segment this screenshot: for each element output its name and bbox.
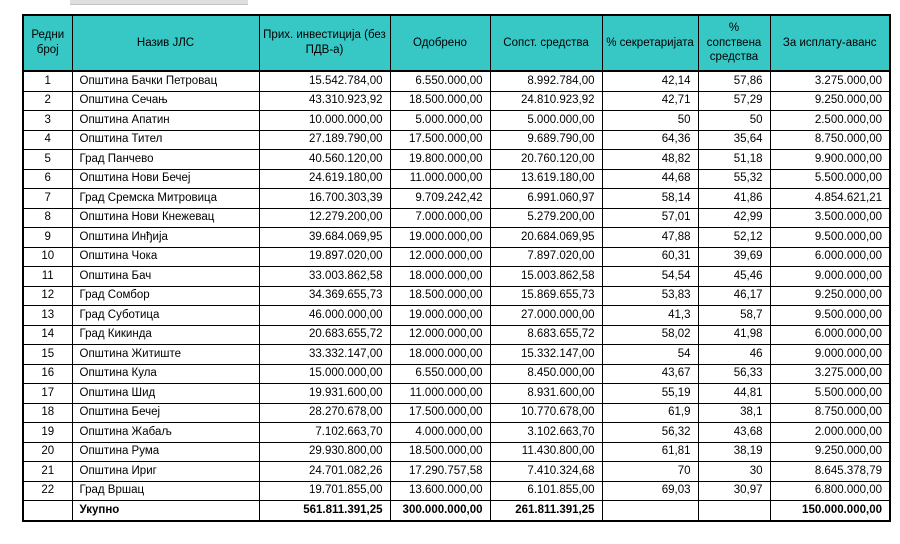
cell-jls-name: Град Кикинда bbox=[72, 325, 259, 345]
cell-jls-name: Град Сомбор bbox=[72, 286, 259, 306]
table-header-row bbox=[23, 15, 890, 71]
cell-approved: 19.000.000,00 bbox=[390, 228, 490, 248]
cell-own-funds: 8.992.784,00 bbox=[490, 71, 602, 91]
cell-pct-own bbox=[698, 501, 770, 521]
cell-rank: 6 bbox=[23, 169, 72, 189]
cell-rank: 18 bbox=[23, 403, 72, 423]
cell-investment: 20.683.655,72 bbox=[259, 325, 390, 345]
table-row bbox=[23, 384, 890, 404]
cell-pct-secretariat: 42,14 bbox=[602, 71, 698, 91]
cell-approved: 11.000.000,00 bbox=[390, 384, 490, 404]
column-header-advance: За исплату-аванс bbox=[770, 15, 890, 71]
table-row bbox=[23, 91, 890, 111]
cell-investment: 10.000.000,00 bbox=[259, 111, 390, 131]
cell-pct-own: 30 bbox=[698, 462, 770, 482]
cell-investment: 27.189.790,00 bbox=[259, 130, 390, 150]
table-row bbox=[23, 481, 890, 501]
cell-advance: 9.000.000,00 bbox=[770, 345, 890, 365]
cell-approved: 4.000.000,00 bbox=[390, 423, 490, 443]
cell-pct-secretariat: 42,71 bbox=[602, 91, 698, 111]
cell-pct-secretariat: 58,14 bbox=[602, 189, 698, 209]
cell-approved: 19.000.000,00 bbox=[390, 306, 490, 326]
cell-advance: 2.000.000,00 bbox=[770, 423, 890, 443]
cell-rank: 11 bbox=[23, 267, 72, 287]
table-row bbox=[23, 228, 890, 248]
cell-pct-secretariat: 70 bbox=[602, 462, 698, 482]
cell-pct-secretariat: 56,32 bbox=[602, 423, 698, 443]
cell-advance: 9.000.000,00 bbox=[770, 267, 890, 287]
cell-investment: 33.003.862,58 bbox=[259, 267, 390, 287]
cell-investment: 561.811.391,25 bbox=[259, 501, 390, 521]
cell-pct-secretariat: 64,36 bbox=[602, 130, 698, 150]
cell-own-funds: 10.770.678,00 bbox=[490, 403, 602, 423]
cell-pct-secretariat: 57,01 bbox=[602, 208, 698, 228]
cell-jls-name: Град Сремска Митровица bbox=[72, 189, 259, 209]
cell-advance: 8.750.000,00 bbox=[770, 130, 890, 150]
table-row bbox=[23, 130, 890, 150]
cell-pct-own: 56,33 bbox=[698, 364, 770, 384]
cell-rank: 9 bbox=[23, 228, 72, 248]
cell-own-funds: 7.897.020,00 bbox=[490, 247, 602, 267]
cell-own-funds: 6.991.060,97 bbox=[490, 189, 602, 209]
cell-own-funds: 5.000.000,00 bbox=[490, 111, 602, 131]
cell-advance: 6.800.000,00 bbox=[770, 481, 890, 501]
cell-approved: 5.000.000,00 bbox=[390, 111, 490, 131]
cell-pct-own: 41,98 bbox=[698, 325, 770, 345]
cell-approved: 17.500.000,00 bbox=[390, 403, 490, 423]
cell-rank bbox=[23, 501, 72, 521]
cell-approved: 12.000.000,00 bbox=[390, 325, 490, 345]
table-row bbox=[23, 306, 890, 326]
table-row bbox=[23, 267, 890, 287]
cell-pct-own: 50 bbox=[698, 111, 770, 131]
cell-jls-name: Општина Апатин bbox=[72, 111, 259, 131]
cell-pct-secretariat: 60,31 bbox=[602, 247, 698, 267]
column-header-investment: Прих. инвестиција (без ПДВ-а) bbox=[259, 15, 390, 71]
cell-pct-own: 35,64 bbox=[698, 130, 770, 150]
grant-allocation-table bbox=[22, 14, 891, 522]
cell-own-funds: 27.000.000,00 bbox=[490, 306, 602, 326]
cell-advance: 6.000.000,00 bbox=[770, 325, 890, 345]
cell-pct-own: 44,81 bbox=[698, 384, 770, 404]
cell-rank: 19 bbox=[23, 423, 72, 443]
cell-pct-own: 38,1 bbox=[698, 403, 770, 423]
table-row bbox=[23, 462, 890, 482]
cell-own-funds: 3.102.663,70 bbox=[490, 423, 602, 443]
table-row bbox=[23, 111, 890, 131]
cell-rank: 1 bbox=[23, 71, 72, 91]
table-row bbox=[23, 423, 890, 443]
column-header-jls-name: Назив ЈЛС bbox=[72, 15, 259, 71]
cell-own-funds: 261.811.391,25 bbox=[490, 501, 602, 521]
table-row bbox=[23, 71, 890, 91]
column-header-rank: Редни број bbox=[23, 15, 72, 71]
cell-advance: 9.250.000,00 bbox=[770, 442, 890, 462]
table-row bbox=[23, 442, 890, 462]
cell-pct-secretariat: 44,68 bbox=[602, 169, 698, 189]
cell-investment: 19.701.855,00 bbox=[259, 481, 390, 501]
cell-approved: 19.800.000,00 bbox=[390, 150, 490, 170]
cell-approved: 17.290.757,58 bbox=[390, 462, 490, 482]
cell-pct-own: 30,97 bbox=[698, 481, 770, 501]
cell-rank: 15 bbox=[23, 345, 72, 365]
cell-jls-name: Општина Ириг bbox=[72, 462, 259, 482]
cell-investment: 24.619.180,00 bbox=[259, 169, 390, 189]
table-row bbox=[23, 189, 890, 209]
cell-rank: 10 bbox=[23, 247, 72, 267]
cell-pct-own: 52,12 bbox=[698, 228, 770, 248]
cell-jls-name: Општина Бечеј bbox=[72, 403, 259, 423]
cell-rank: 4 bbox=[23, 130, 72, 150]
cell-pct-secretariat: 54 bbox=[602, 345, 698, 365]
cell-pct-own: 55,32 bbox=[698, 169, 770, 189]
cell-investment: 29.930.800,00 bbox=[259, 442, 390, 462]
cell-approved: 17.500.000,00 bbox=[390, 130, 490, 150]
cell-rank: 5 bbox=[23, 150, 72, 170]
cell-advance: 8.750.000,00 bbox=[770, 403, 890, 423]
cell-advance: 9.250.000,00 bbox=[770, 91, 890, 111]
cell-advance: 3.500.000,00 bbox=[770, 208, 890, 228]
cell-advance: 9.500.000,00 bbox=[770, 306, 890, 326]
table-row bbox=[23, 325, 890, 345]
cell-approved: 18.500.000,00 bbox=[390, 91, 490, 111]
cropped-toolbar-fragment bbox=[70, 0, 248, 5]
cell-pct-secretariat: 69,03 bbox=[602, 481, 698, 501]
cell-approved: 18.000.000,00 bbox=[390, 267, 490, 287]
cell-investment: 39.684.069,95 bbox=[259, 228, 390, 248]
cell-pct-own: 51,18 bbox=[698, 150, 770, 170]
cell-jls-name: Општина Житиште bbox=[72, 345, 259, 365]
cell-jls-name: Град Суботица bbox=[72, 306, 259, 326]
cell-own-funds: 24.810.923,92 bbox=[490, 91, 602, 111]
cell-approved: 7.000.000,00 bbox=[390, 208, 490, 228]
cell-investment: 24.701.082,26 bbox=[259, 462, 390, 482]
cell-investment: 46.000.000,00 bbox=[259, 306, 390, 326]
cell-own-funds: 8.931.600,00 bbox=[490, 384, 602, 404]
cell-advance: 3.275.000,00 bbox=[770, 71, 890, 91]
column-header-own-funds: Сопст. средства bbox=[490, 15, 602, 71]
table-row bbox=[23, 150, 890, 170]
cell-advance: 9.500.000,00 bbox=[770, 228, 890, 248]
cell-jls-name: Општина Сечањ bbox=[72, 91, 259, 111]
cell-own-funds: 13.619.180,00 bbox=[490, 169, 602, 189]
cell-rank: 16 bbox=[23, 364, 72, 384]
table-row bbox=[23, 364, 890, 384]
cell-pct-own: 38,19 bbox=[698, 442, 770, 462]
cell-investment: 40.560.120,00 bbox=[259, 150, 390, 170]
cell-jls-name: Општина Жабаљ bbox=[72, 423, 259, 443]
table-row bbox=[23, 208, 890, 228]
cell-pct-secretariat: 48,82 bbox=[602, 150, 698, 170]
cell-pct-secretariat: 53,83 bbox=[602, 286, 698, 306]
cell-advance: 9.250.000,00 bbox=[770, 286, 890, 306]
cell-approved: 300.000.000,00 bbox=[390, 501, 490, 521]
cell-pct-secretariat: 58,02 bbox=[602, 325, 698, 345]
cell-pct-secretariat: 47,88 bbox=[602, 228, 698, 248]
cell-approved: 18.500.000,00 bbox=[390, 286, 490, 306]
cell-pct-own: 41,86 bbox=[698, 189, 770, 209]
cell-pct-own: 57,86 bbox=[698, 71, 770, 91]
cell-jls-name: Град Панчево bbox=[72, 150, 259, 170]
cell-own-funds: 6.101.855,00 bbox=[490, 481, 602, 501]
cell-investment: 28.270.678,00 bbox=[259, 403, 390, 423]
cell-approved: 18.500.000,00 bbox=[390, 442, 490, 462]
cell-pct-own: 42,99 bbox=[698, 208, 770, 228]
cell-advance: 3.275.000,00 bbox=[770, 364, 890, 384]
cell-advance: 150.000.000,00 bbox=[770, 501, 890, 521]
cell-investment: 33.332.147,00 bbox=[259, 345, 390, 365]
cell-rank: 20 bbox=[23, 442, 72, 462]
cell-approved: 6.550.000,00 bbox=[390, 71, 490, 91]
cell-rank: 2 bbox=[23, 91, 72, 111]
cell-jls-name: Општина Нови Кнежевац bbox=[72, 208, 259, 228]
cell-rank: 13 bbox=[23, 306, 72, 326]
cell-rank: 7 bbox=[23, 189, 72, 209]
cell-jls-name: Укупно bbox=[72, 501, 259, 521]
cell-jls-name: Општина Рума bbox=[72, 442, 259, 462]
cell-jls-name: Општина Бач bbox=[72, 267, 259, 287]
cell-pct-secretariat: 61,9 bbox=[602, 403, 698, 423]
cell-advance: 9.900.000,00 bbox=[770, 150, 890, 170]
cell-investment: 7.102.663,70 bbox=[259, 423, 390, 443]
cell-investment: 19.897.020,00 bbox=[259, 247, 390, 267]
table-total-row bbox=[23, 501, 890, 521]
table-row bbox=[23, 169, 890, 189]
cell-pct-secretariat: 43,67 bbox=[602, 364, 698, 384]
column-header-approved: Одобрено bbox=[390, 15, 490, 71]
cell-advance: 5.500.000,00 bbox=[770, 384, 890, 404]
cell-own-funds: 20.684.069,95 bbox=[490, 228, 602, 248]
cell-approved: 12.000.000,00 bbox=[390, 247, 490, 267]
cell-rank: 17 bbox=[23, 384, 72, 404]
cell-advance: 4.854.621,21 bbox=[770, 189, 890, 209]
cell-pct-own: 58,7 bbox=[698, 306, 770, 326]
cell-investment: 15.542.784,00 bbox=[259, 71, 390, 91]
cell-advance: 6.000.000,00 bbox=[770, 247, 890, 267]
cell-own-funds: 15.869.655,73 bbox=[490, 286, 602, 306]
cell-approved: 9.709.242,42 bbox=[390, 189, 490, 209]
cell-own-funds: 20.760.120,00 bbox=[490, 150, 602, 170]
cell-pct-own: 57,29 bbox=[698, 91, 770, 111]
cell-approved: 6.550.000,00 bbox=[390, 364, 490, 384]
cell-jls-name: Општина Кула bbox=[72, 364, 259, 384]
cell-rank: 22 bbox=[23, 481, 72, 501]
cell-pct-own: 45,46 bbox=[698, 267, 770, 287]
cell-own-funds: 5.279.200,00 bbox=[490, 208, 602, 228]
cell-advance: 8.645.378,79 bbox=[770, 462, 890, 482]
cell-investment: 34.369.655,73 bbox=[259, 286, 390, 306]
cell-own-funds: 15.003.862,58 bbox=[490, 267, 602, 287]
cell-investment: 12.279.200,00 bbox=[259, 208, 390, 228]
cell-own-funds: 8.450.000,00 bbox=[490, 364, 602, 384]
cell-rank: 3 bbox=[23, 111, 72, 131]
cell-jls-name: Општина Чока bbox=[72, 247, 259, 267]
cell-jls-name: Општина Нови Бечеј bbox=[72, 169, 259, 189]
cell-rank: 12 bbox=[23, 286, 72, 306]
cell-approved: 18.000.000,00 bbox=[390, 345, 490, 365]
cell-pct-own: 46,17 bbox=[698, 286, 770, 306]
cell-own-funds: 15.332.147,00 bbox=[490, 345, 602, 365]
cell-approved: 13.600.000,00 bbox=[390, 481, 490, 501]
cell-pct-own: 39,69 bbox=[698, 247, 770, 267]
cell-investment: 16.700.303,39 bbox=[259, 189, 390, 209]
cell-advance: 5.500.000,00 bbox=[770, 169, 890, 189]
cell-investment: 15.000.000,00 bbox=[259, 364, 390, 384]
table-row bbox=[23, 286, 890, 306]
cell-jls-name: Општина Шид bbox=[72, 384, 259, 404]
cell-rank: 14 bbox=[23, 325, 72, 345]
cell-advance: 2.500.000,00 bbox=[770, 111, 890, 131]
cell-rank: 8 bbox=[23, 208, 72, 228]
cell-own-funds: 11.430.800,00 bbox=[490, 442, 602, 462]
table-row bbox=[23, 247, 890, 267]
cell-rank: 21 bbox=[23, 462, 72, 482]
cell-pct-secretariat: 61,81 bbox=[602, 442, 698, 462]
cell-pct-own: 43,68 bbox=[698, 423, 770, 443]
cell-pct-secretariat: 55,19 bbox=[602, 384, 698, 404]
cell-own-funds: 9.689.790,00 bbox=[490, 130, 602, 150]
column-header-pct-secretariat: % секретаријата bbox=[602, 15, 698, 71]
cell-approved: 11.000.000,00 bbox=[390, 169, 490, 189]
cell-pct-secretariat bbox=[602, 501, 698, 521]
cell-own-funds: 8.683.655,72 bbox=[490, 325, 602, 345]
cell-pct-secretariat: 50 bbox=[602, 111, 698, 131]
cell-pct-secretariat: 41,3 bbox=[602, 306, 698, 326]
cell-jls-name: Град Вршац bbox=[72, 481, 259, 501]
cell-jls-name: Општина Бачки Петровац bbox=[72, 71, 259, 91]
table-row bbox=[23, 403, 890, 423]
cell-own-funds: 7.410.324,68 bbox=[490, 462, 602, 482]
cell-pct-secretariat: 54,54 bbox=[602, 267, 698, 287]
cell-jls-name: Општина Инђија bbox=[72, 228, 259, 248]
column-header-pct-own: % сопствена средства bbox=[698, 15, 770, 71]
table-body bbox=[23, 71, 890, 521]
cell-jls-name: Општина Тител bbox=[72, 130, 259, 150]
table-row bbox=[23, 345, 890, 365]
cell-pct-own: 46 bbox=[698, 345, 770, 365]
cell-investment: 19.931.600,00 bbox=[259, 384, 390, 404]
cell-investment: 43.310.923,92 bbox=[259, 91, 390, 111]
